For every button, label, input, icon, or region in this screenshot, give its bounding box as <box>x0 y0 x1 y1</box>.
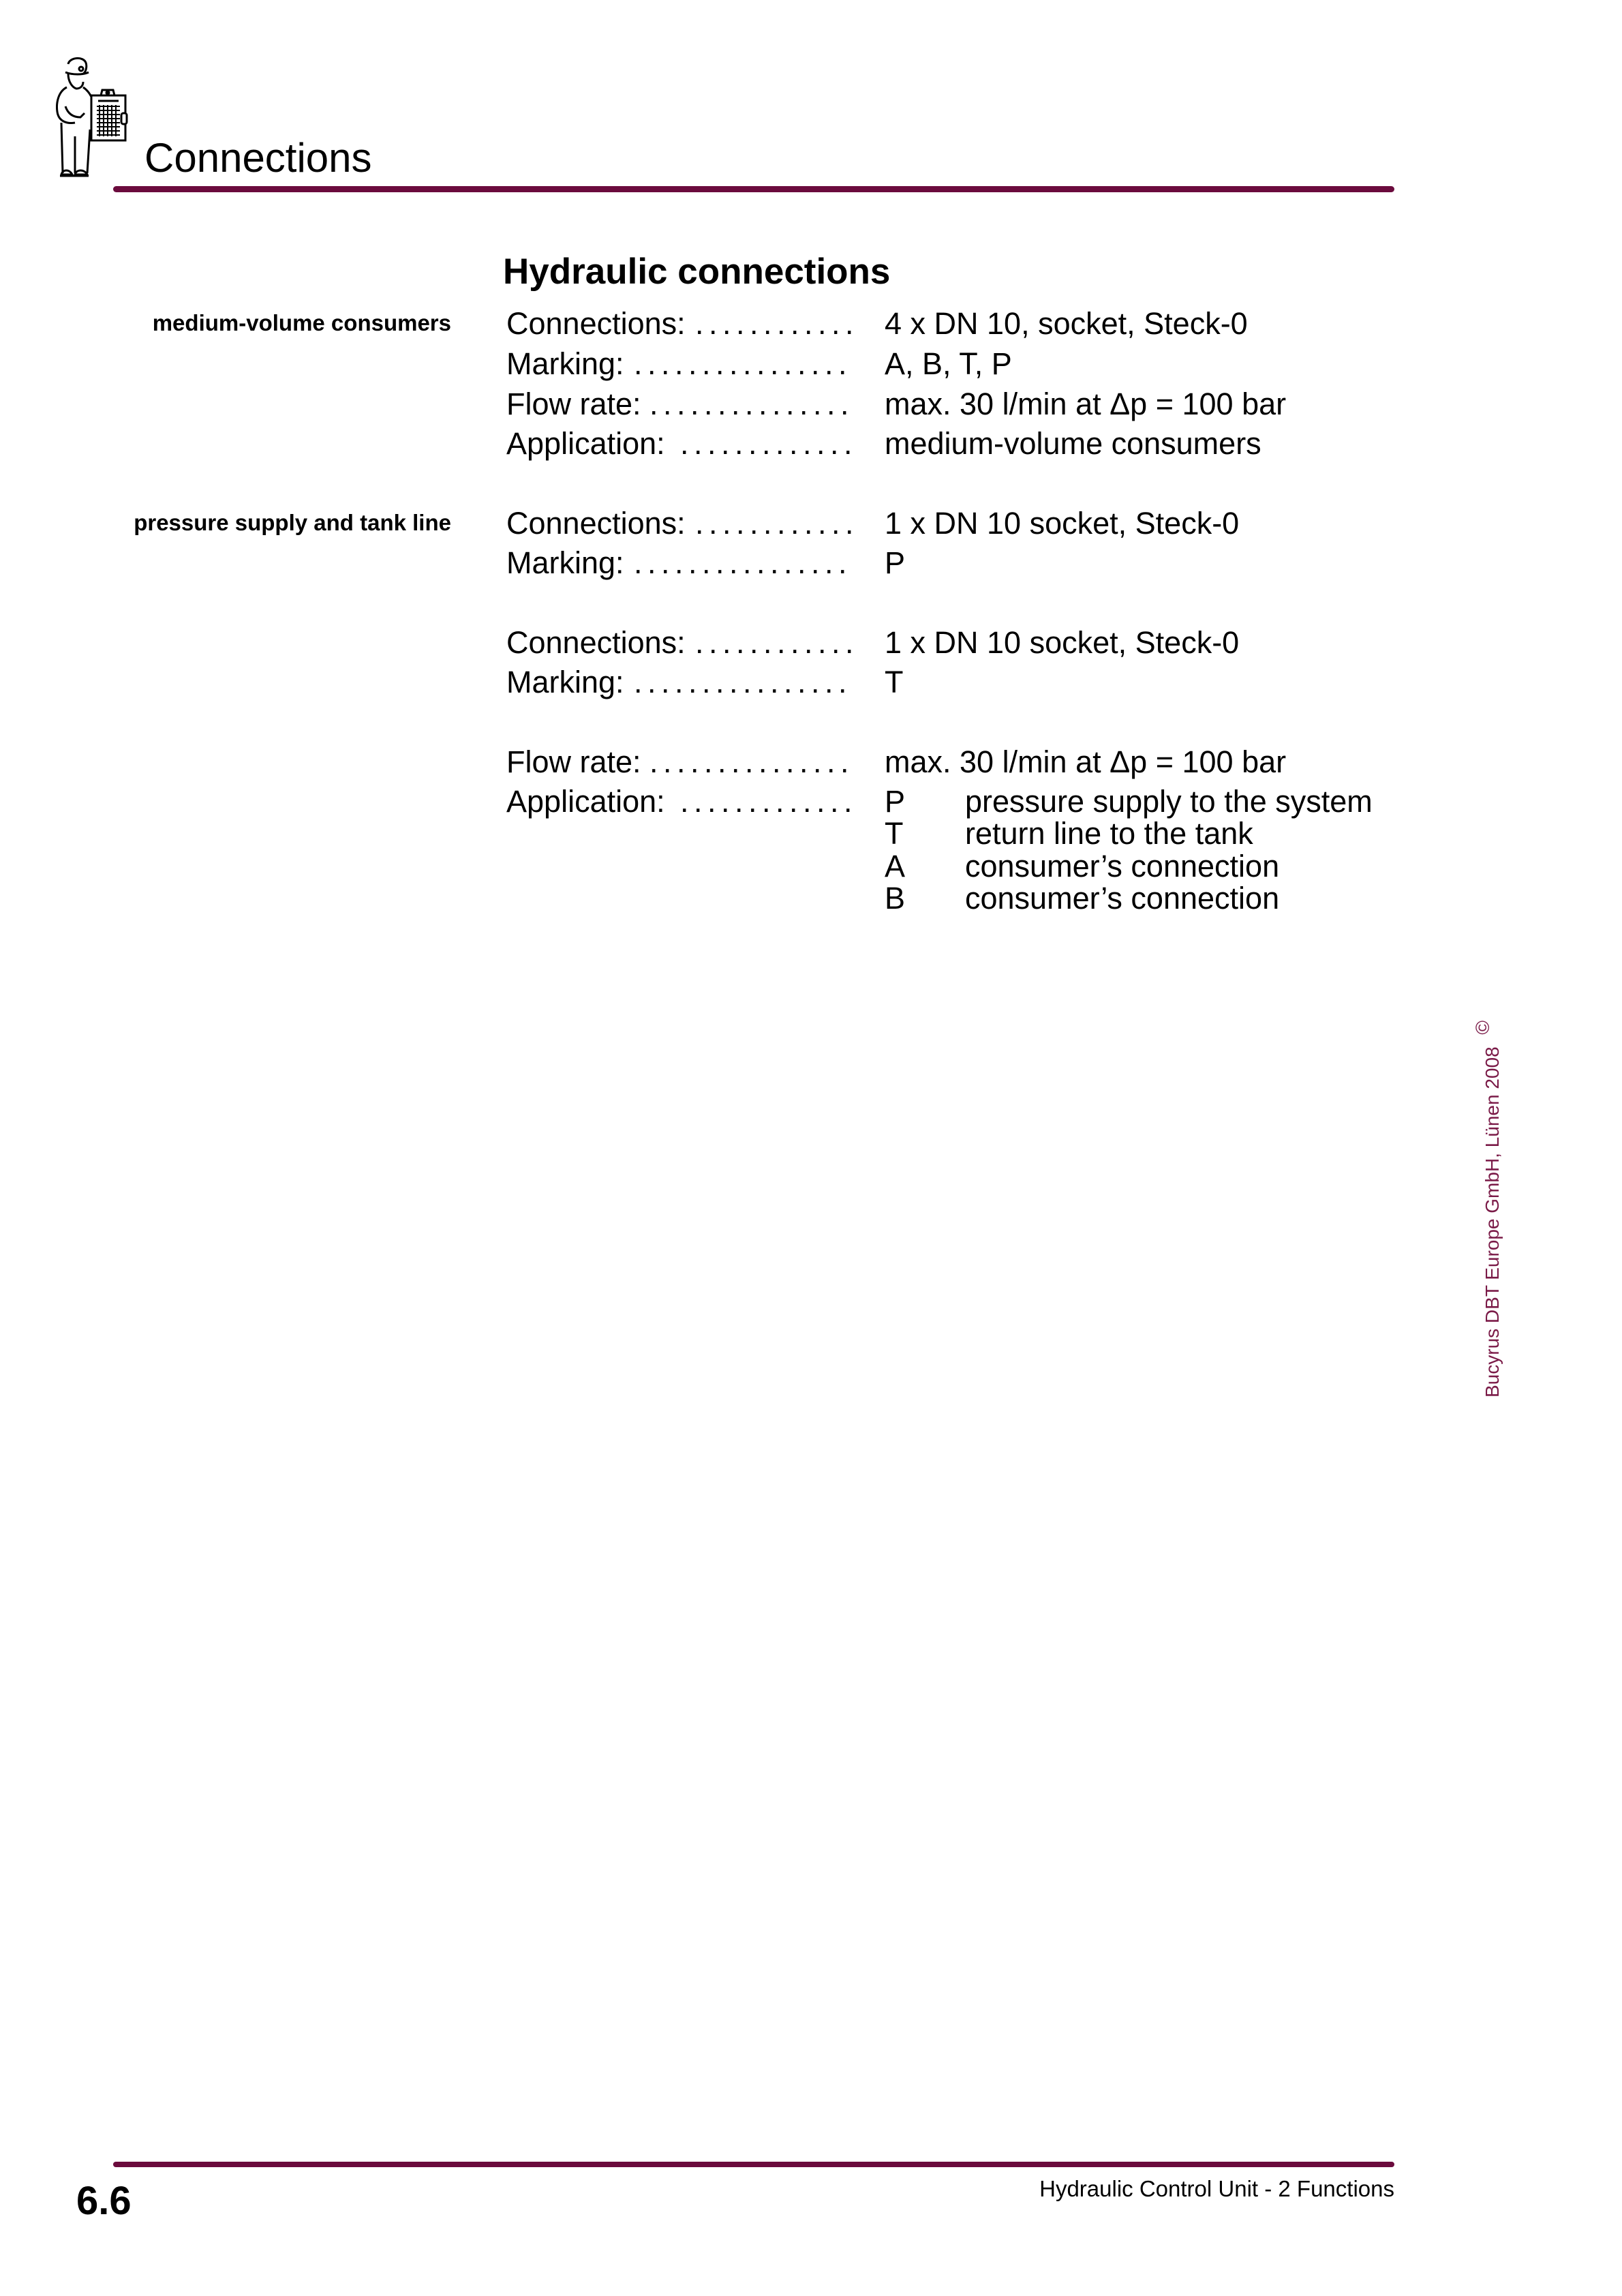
application-key: T <box>885 816 904 851</box>
section-heading: Hydraulic connections <box>503 252 891 292</box>
application-text: pressure supply to the system <box>965 784 1373 819</box>
row-label: Flow rate: <box>506 744 641 779</box>
leader-dots: ............ <box>695 625 859 660</box>
row-value: max. 30 l/min at Δp = 100 bar <box>885 387 1287 421</box>
row-value: P <box>885 545 906 580</box>
technician-with-clipboard-icon <box>53 55 129 180</box>
application-key: P <box>885 784 906 819</box>
row-value: 1 x DN 10 socket, Steck-0 <box>885 625 1240 660</box>
row-label: Application: <box>506 426 665 461</box>
row-value: max. 30 l/min at Δp = 100 bar <box>885 744 1287 779</box>
leader-dots: ............... <box>649 387 855 421</box>
copyright-text: Bucyrus DBT Europe GmbH, Lünen 2008 <box>1482 1046 1503 1398</box>
leader-dots: ................ <box>634 545 853 580</box>
row-label: Connections: <box>506 625 686 660</box>
row-value: 4 x DN 10, socket, Steck-0 <box>885 306 1248 341</box>
row-value: 1 x DN 10 socket, Steck-0 <box>885 506 1240 541</box>
leader-dots: ............. <box>680 426 858 461</box>
application-key: A <box>885 849 906 883</box>
group-label-medium-volume: medium-volume consumers <box>152 310 451 335</box>
copyright-notice <box>1472 1020 1503 1398</box>
row-label: Marking: <box>506 346 624 381</box>
row-label: Application: <box>506 784 665 819</box>
application-text: consumer’s connection <box>965 881 1280 916</box>
group-label-pressure-supply: pressure supply and tank line <box>134 510 451 535</box>
leader-dots: ................ <box>634 665 853 699</box>
page-number: 6.6 <box>76 2179 132 2223</box>
leader-dots: ............ <box>695 306 859 341</box>
application-text: return line to the tank <box>965 816 1253 851</box>
row-value: medium-volume consumers <box>885 426 1261 461</box>
header-rule <box>113 186 1394 192</box>
row-value: A, B, T, P <box>885 346 1012 381</box>
leader-dots: ............... <box>649 744 855 779</box>
row-label: Connections: <box>506 306 686 341</box>
copyright-icon: © <box>1472 1020 1493 1035</box>
leader-dots: ............ <box>695 506 859 541</box>
footer-document-title: Hydraulic Control Unit - 2 Functions <box>1039 2176 1394 2201</box>
leader-dots: ................ <box>634 346 853 381</box>
leader-dots: ............. <box>680 784 858 819</box>
footer-rule <box>113 2162 1394 2167</box>
page-title: Connections <box>144 135 372 181</box>
row-label: Marking: <box>506 545 624 580</box>
row-label: Connections: <box>506 506 686 541</box>
row-label: Marking: <box>506 665 624 699</box>
application-key: B <box>885 881 906 916</box>
row-label: Flow rate: <box>506 387 641 421</box>
row-value: T <box>885 665 904 699</box>
application-text: consumer’s connection <box>965 849 1280 883</box>
